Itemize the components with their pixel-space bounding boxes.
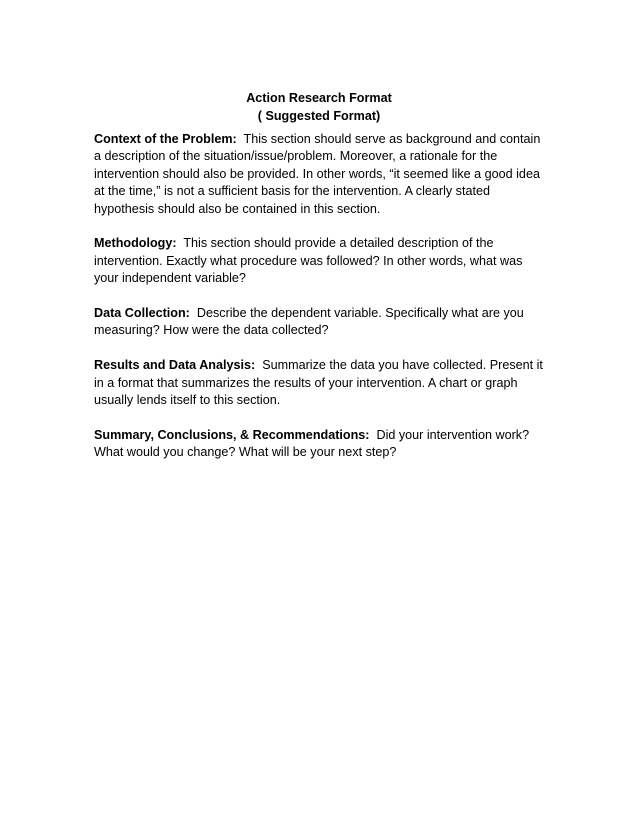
section-text: Summarize the data you have collected. Present it in a format that summarizes the results of your intervention. A chart or graph usually lends itself to this section. — [94, 358, 543, 408]
section-data-collection — [94, 305, 546, 340]
document-title: Action Research Format — [246, 91, 392, 105]
title-block — [0, 89, 638, 125]
document-body — [94, 131, 546, 479]
section-text: This section should serve as background and contain a description of the situation/issue/problem. Moreover, a rationale for the intervention should also be provided. In other words, “it seemed like a good idea at the time,” is not a sufficient basis for the intervention. A clearly stated hypothesis should also be contained in this section. — [94, 132, 541, 216]
section-heading: Methodology: — [94, 236, 177, 251]
section-heading: Context of the Problem: — [94, 132, 237, 146]
section-text: This section should provide a detailed description of the intervention. Exactly what procedure was followed? In other words, what was your independent variable? — [94, 236, 523, 286]
section-context-of-problem — [94, 131, 546, 218]
section-summary-conclusions-recommendations — [94, 427, 546, 462]
section-results-and-data-analysis — [94, 357, 546, 409]
section-heading: Summary, Conclusions, & Recommendations: — [94, 427, 370, 442]
section-heading: Results and Data Analysis: — [94, 358, 256, 373]
section-heading: Data Collection: — [94, 306, 190, 321]
section-methodology — [94, 235, 546, 287]
section-text: Describe the dependent variable. Specifically what are you measuring? How were the data collected? — [94, 306, 524, 338]
document-subtitle: ( Suggested Format) — [257, 109, 381, 123]
section-text: Did your intervention work? What would you change? What will be your next step? — [94, 427, 530, 460]
